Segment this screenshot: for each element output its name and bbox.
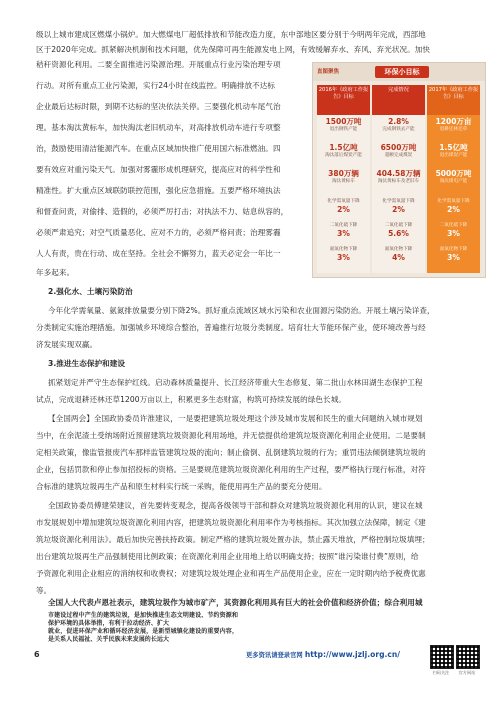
text-line: 要有效应对重污染天气。加强对雾霾形成机理研究，提高应对的科学性和 bbox=[36, 165, 281, 174]
infographic-cell: 氮氧化物下降 3% bbox=[439, 247, 468, 262]
text-line: 出台建筑垃圾再生产品强制使用比例政策；在资源化利用企业用地上给以明确支持；按照“谁污染谁付费”原则，给 bbox=[36, 552, 419, 561]
text-line: 必须严肃追究；对空气质量恶化、应对不力的，必须严格问责；治理雾霾 bbox=[36, 228, 281, 237]
text-line: 人人有责，贵在行动、成在坚持。全社会不懈努力，蓝天必定会一年比一 bbox=[36, 249, 281, 258]
infographic-header bbox=[313, 63, 485, 81]
text-line: 予资源化利用企业相应的消纳权和收费权；对建筑垃圾处理企业和再生产品使用企业，应在一定时期内给予税费优惠 bbox=[36, 569, 426, 578]
infographic-cell: 二氧化硫下降 3% bbox=[329, 223, 358, 238]
website-link[interactable]: http://www.jzlj.org.cn/ bbox=[304, 650, 401, 659]
text-line: 理。基本淘汰黄标车，加快淘汰老旧机动车，对高排放机动车进行专项整 bbox=[36, 123, 281, 132]
page-number: 6 bbox=[34, 650, 40, 659]
environmental-targets-infographic bbox=[312, 62, 486, 278]
text-line: 和督查问责，对偷排、造假的，必须严厉打击；对执法不力、姑息纵容的， bbox=[36, 207, 289, 216]
text-line: 全国人大代表卢恩社表示，建筑垃圾作为城市矿产，其资源化利用具有巨大的社会价值和经济价值；综合利用城 bbox=[48, 598, 423, 607]
text-line: 级以上城市建成区燃煤小锅炉。加大燃煤电厂超低排放和节能改造力度，东中部地区要分别于今明两年完成，西部地 bbox=[36, 30, 426, 39]
infographic-column bbox=[372, 85, 425, 273]
infographic-cell: 氮氧化物下降 4% bbox=[384, 247, 413, 262]
infographic-cell: 5000万吨 淘汰煤电产能 bbox=[435, 169, 472, 184]
text-line: 企业，包括罚款和停止参加招投标的资格。三是要规范建筑垃圾资源化利用的生产过程，要严格执行现行标准，对符 bbox=[36, 465, 426, 474]
footer-link-text bbox=[246, 650, 400, 659]
footer-more-text: 更多资讯请登录官网 bbox=[246, 652, 303, 659]
infographic-cell: 氮氧化物下降 3% bbox=[329, 247, 358, 262]
text-line: 治，鼓励使用清洁能源汽车。在重点区域加快推广使用国六标准燃油。四 bbox=[36, 144, 281, 153]
text-line: 筑垃圾资源化利用法》。最后加快完善扶持政策。制定严格的建筑垃圾处置办法，禁止露天堆放，严格控制垃圾填埋； bbox=[36, 535, 430, 544]
infographic-cell: 化学需氧量下降 2% bbox=[382, 199, 415, 214]
text-line: 定相关政策，像监管报废汽车那样监管建筑垃圾的流向；制止偷倒、乱倒建筑垃圾的行为；重罚违法倾倒建筑垃圾的 bbox=[36, 448, 426, 457]
text-line: 当中，在余泥渣土受纳场附近预留建筑垃圾资源化利用场地，并无偿提供给建筑垃圾资源化利用企业使用。二是要制 bbox=[36, 431, 426, 440]
infographic-cell: 404.58万辆 淘汰黄标车及老旧车 bbox=[376, 169, 421, 184]
infographic-title: 环保小目标 bbox=[375, 66, 429, 78]
infographic-cell: 1.5亿吨 退出煤炭产能 bbox=[439, 143, 468, 158]
text-line: 秸秆资源化利用。二要全面推进污染源治理。开展重点行业污染治理专项 bbox=[36, 60, 281, 69]
text-line: 精准性。扩大重点区域联防联控范围，强化应急措施。五要严格环境执法 bbox=[36, 186, 281, 195]
text-line: 就业，促进环保产业和循环经济发展，是新型城镇化建设的重要内容，是关系人民福祉、关乎民族未来发展的长远大 bbox=[48, 628, 238, 643]
text-line: 区于2020年完成。抓紧解决机制和技术问题，优先保障可再生能源发电上网，有效缓解弃水、弃风、弃光状况。加快 bbox=[36, 45, 431, 54]
text-line: 今年化学需氧量、氨氮排放量要分别下降2%。抓好重点流域区域水污染和农业面源污染防治。开展土壤污染详查， bbox=[48, 306, 435, 315]
text-line: 试点，完成退耕还林还草1200万亩以上，积累更多生态财富，构筑可持续发展的绿色长城。 bbox=[36, 395, 346, 404]
text-line: 抓紧划定并严守生态保护红线。启动森林质量提升、长江经济带重大生态修复、第二批山水林田湖生态保护工程 bbox=[48, 378, 423, 387]
text-line: 等。 bbox=[36, 586, 52, 595]
infographic-cell: 1.5亿吨 淘汰落后煤炭产能 bbox=[325, 143, 362, 158]
column-header: 2017年《政府工作报告》目标 bbox=[427, 85, 480, 115]
text-line: 合标准的建筑垃圾再生产品和原生材料实行统一采购，能使用再生产品的要充分使用。 bbox=[36, 482, 327, 491]
qr-caption: 官方网站 bbox=[458, 670, 476, 675]
text-line: 全国政协委员傅建荣建议，首先要转变观念，提高各级领导干部和群众对建筑垃圾资源化利用的认识，建议在城 bbox=[48, 501, 423, 510]
infographic-cell: 380万辆 淘汰黄标车 bbox=[328, 169, 359, 184]
text-line: 市发展规划中增加建筑垃圾资源化利用内容，把建筑垃圾资源化利用率作为考核指标。其次加强立法保障，制定《建 bbox=[36, 518, 426, 527]
text-line: 分类制定实施治理措施。加强城乡环境综合整治，普遍推行垃圾分类制度。培育壮大节能环保产业，使环境改善与经 bbox=[36, 323, 426, 332]
text-line: 企业最后达标时限，到期不达标的坚决依法关停。三要强化机动车尾气治 bbox=[36, 102, 281, 111]
section-heading: 3.推进生态保护和建设 bbox=[48, 359, 126, 368]
infographic-tag: 直图聚焦 bbox=[317, 69, 340, 75]
text-line: 【全国两会】全国政协委员许淮建议，一是要把建筑垃圾处理这个涉及城市发展和民生的重大问题纳入城市规划 bbox=[48, 414, 423, 423]
column-header: 2016年《政府工作报告》目标 bbox=[317, 85, 370, 115]
qr-caption: 扫码关注 bbox=[432, 670, 450, 675]
infographic-cell: 化学需氧量下降 2% bbox=[437, 199, 470, 214]
infographic-column-highlight bbox=[427, 85, 480, 273]
infographic-cell: 1500万吨 退出钢铁产能 bbox=[325, 117, 362, 132]
section-heading: 2.强化水、土壤污染防治 bbox=[48, 287, 133, 296]
text-line: 行动。对所有重点工业污染源，实行24小时在线监控。明确排放不达标 bbox=[36, 81, 276, 90]
text-line: 济发展实现双赢。 bbox=[36, 340, 98, 349]
infographic-cell: 6500万吨 超额完成煤炭 bbox=[380, 143, 417, 158]
infographic-cell: 二氧化硫下降 3% bbox=[439, 223, 468, 238]
infographic-cell: 1200万亩 退耕还林还草 bbox=[435, 117, 472, 132]
text-line: 市建设过程中产生的建筑垃圾，是加快推进生态文明建设、节约资源和保护环境的具体举措，有利于拉动经济、扩大 bbox=[48, 612, 238, 627]
infographic-cell: 2.8% 完成钢铁去产能 bbox=[382, 117, 415, 132]
qr-code-icon bbox=[430, 645, 454, 669]
infographic-cell: 二氧化硫下降 5.6% bbox=[384, 223, 413, 238]
infographic-column bbox=[317, 85, 370, 273]
infographic-cell: 化学需氧量下降 2% bbox=[327, 199, 360, 214]
column-header: 完成情况 bbox=[372, 85, 425, 115]
qr-code-icon bbox=[456, 645, 480, 669]
text-line: 年多起来。 bbox=[36, 268, 75, 277]
